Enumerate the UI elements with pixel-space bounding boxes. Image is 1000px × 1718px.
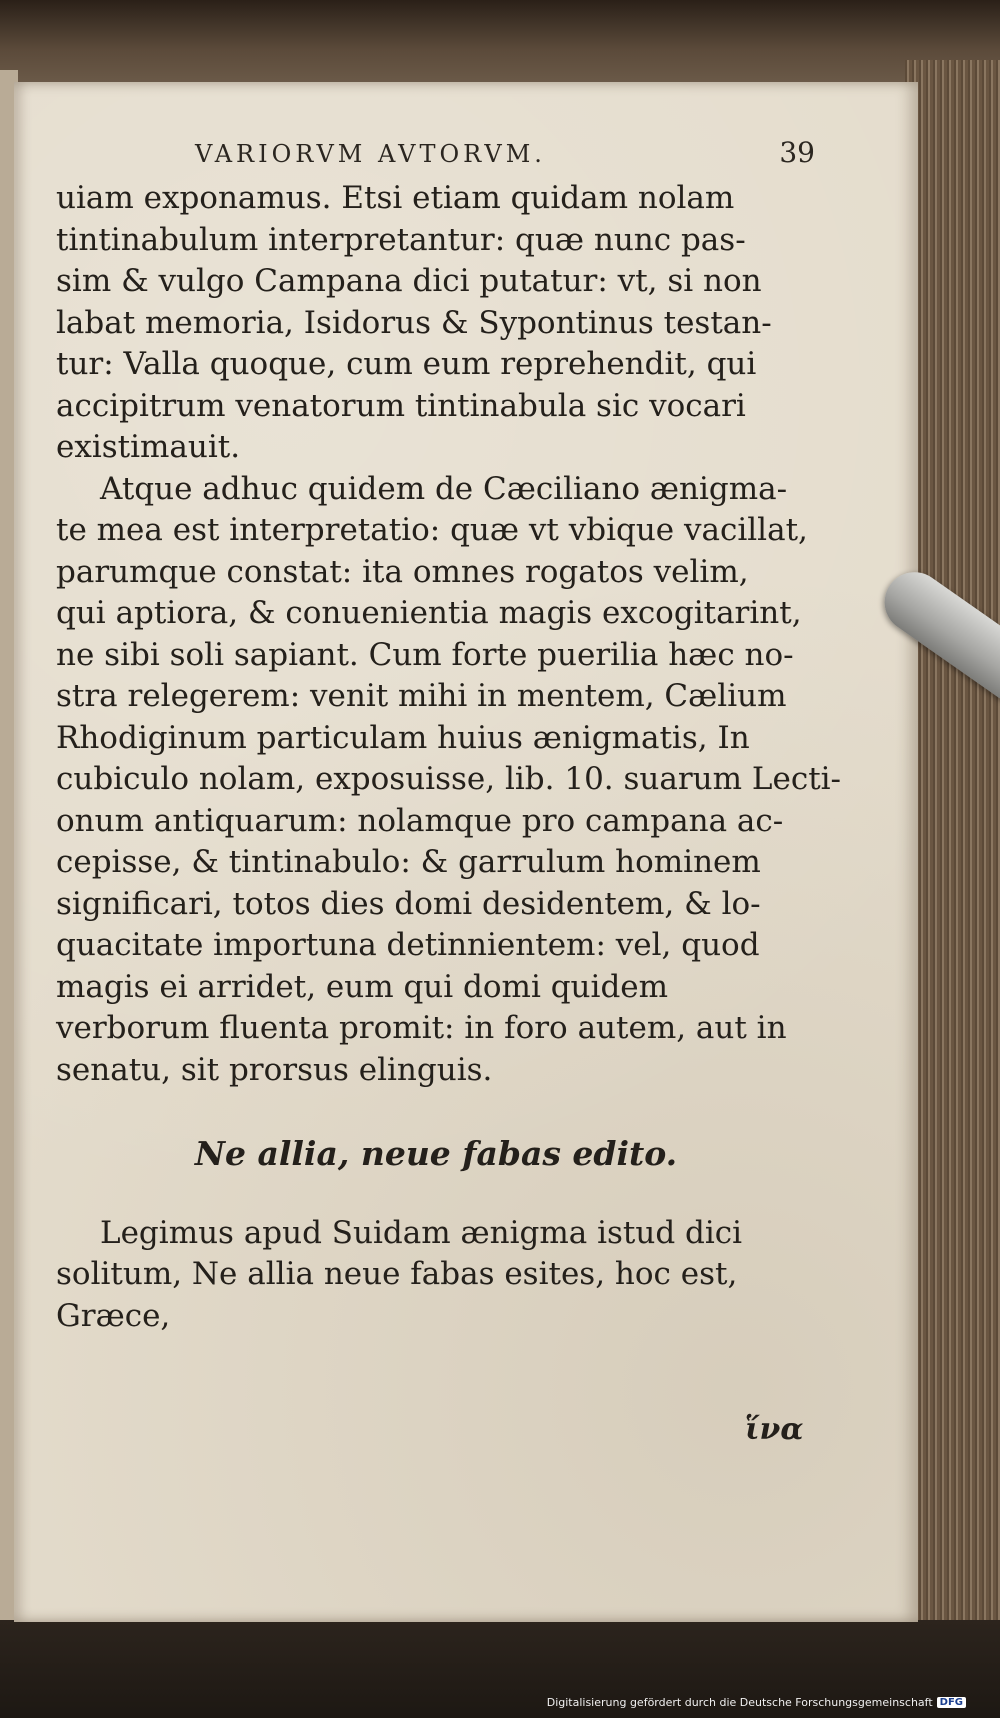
text-line: verborum fluenta promit: in foro autem, aut in xyxy=(56,1010,787,1046)
running-header xyxy=(195,136,815,176)
page-body xyxy=(56,178,842,1337)
text-line: cepisse, & tintinabulo: & garrulum hominem xyxy=(56,844,761,880)
text-line: labat memoria, Isidorus & Sypontinus testan- xyxy=(56,304,772,341)
text-line: stra relegerem: venit mihi in mentem, Cælium xyxy=(56,678,787,714)
page-number: 39 xyxy=(779,136,815,169)
catchword: ἵνα xyxy=(745,1412,804,1447)
credit-text: Digitalisierung gefördert durch die Deutsche Forschungsgemeinschaft xyxy=(546,1696,933,1709)
text-line: significari, totos dies domi desidentem, & lo- xyxy=(56,885,761,922)
text-line: existimauit. xyxy=(56,429,241,465)
paragraph-1 xyxy=(56,178,816,469)
paragraph-2 xyxy=(56,469,842,1092)
section-heading: Ne allia, neue fabas edito. xyxy=(194,1134,678,1173)
book-fore-edge xyxy=(905,60,1000,1620)
text-line: ne sibi soli sapiant. Cum forte puerilia hæc no- xyxy=(56,636,794,673)
text-line: Rhodiginum particulam huius ænigmatis, In xyxy=(56,719,750,756)
book-top-edge xyxy=(0,0,1000,90)
text-line: accipitrum venatorum tintinabula sic vocari xyxy=(56,387,746,424)
digitization-credit xyxy=(547,1696,966,1709)
text-line: parumque constat: ita omnes rogatos velim, xyxy=(56,553,749,590)
text-line: senatu, sit prorsus elinguis. xyxy=(56,1051,493,1088)
text-line: cubiculo nolam, exposuisse, lib. 10. suarum Lecti- xyxy=(56,761,842,797)
paragraph-3 xyxy=(56,1213,816,1338)
text-line: solitum, Ne allia neue fabas esites, hoc est, xyxy=(56,1256,738,1292)
text-line: magis ei arridet, eum qui domi quidem xyxy=(56,968,669,1005)
text-line: te mea est interpretatio: quæ vt vbique vacillat, xyxy=(56,512,808,548)
dfg-logo: DFG xyxy=(937,1697,966,1708)
text-line: sim & vulgo Campana dici putatur: vt, si non xyxy=(56,263,762,299)
text-line: Atque adhuc quidem de Cæciliano ænigma- xyxy=(100,470,788,507)
text-line: qui aptiora, & conuenientia magis excogitarint, xyxy=(56,595,802,631)
running-title: VARIORVM AVTORVM. xyxy=(195,140,546,168)
text-line: uiam exponamus. Etsi etiam quidam nolam xyxy=(56,180,735,216)
text-line: Græce, xyxy=(56,1297,171,1334)
text-line: onum antiquarum: nolamque pro campana ac- xyxy=(56,802,784,839)
text-line: tur: Valla quoque, cum eum reprehendit, qui xyxy=(56,346,757,382)
text-line: Legimus apud Suidam ænigma istud dici xyxy=(100,1214,743,1251)
text-line: tintinabulum interpretantur: quæ nunc pas- xyxy=(56,221,746,258)
text-line: quacitate importuna detinnientem: vel, quod xyxy=(56,927,760,963)
